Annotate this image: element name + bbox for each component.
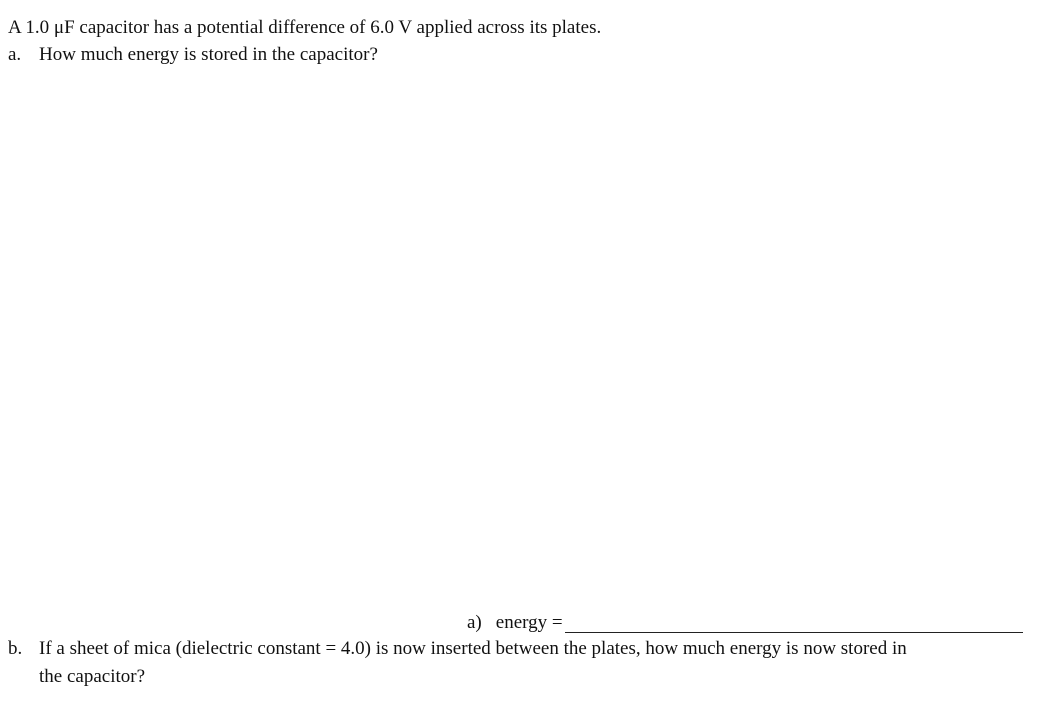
answer-a-field-label: energy =	[495, 612, 563, 633]
question-a-label: a.	[8, 44, 22, 65]
question-b-label: b.	[8, 638, 23, 659]
problem-intro: A 1.0 μF capacitor has a potential difference of 6.0 V applied across its plates.	[8, 17, 602, 38]
answer-a-row	[467, 611, 1023, 635]
question-b	[8, 637, 907, 661]
answer-a-blank[interactable]	[565, 610, 1023, 633]
question-b-text-line1: If a sheet of mica (dielectric constant = 4.0) is now inserted between the plates, how much energy is now stored in	[39, 638, 907, 659]
question-a-text: How much energy is stored in the capacitor?	[39, 44, 378, 65]
question-a	[8, 43, 378, 67]
answer-a-label: a)	[467, 612, 482, 633]
question-b-continuation	[8, 665, 145, 689]
question-b-text-line2: the capacitor?	[39, 666, 146, 687]
